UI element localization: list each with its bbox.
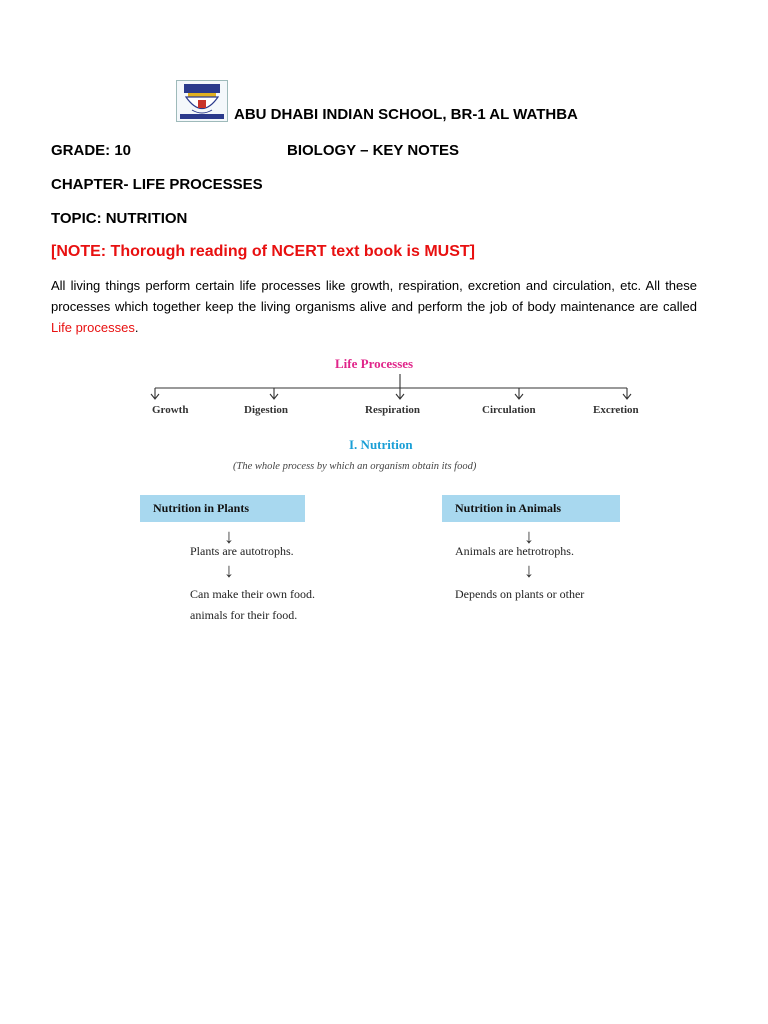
process-circulation: Circulation [482,404,536,416]
process-tree-lines [150,374,640,404]
school-name: ABU DHABI INDIAN SCHOOL, BR-1 AL WATHBA [234,106,578,123]
intro-end: . [134,320,139,335]
grade-label: GRADE: 10 [51,142,132,159]
animals-line-2: Depends on plants or other [455,587,585,601]
life-processes-term: Life processes [51,320,135,335]
down-arrow-icon: ↓ [224,526,234,548]
plants-line-2: Can make their own food. [190,587,315,601]
nutrition-plants-box: Nutrition in Plants [140,495,305,522]
school-logo [176,80,228,122]
topic-label: TOPIC: NUTRITION [51,210,188,227]
process-digestion: Digestion [244,404,288,416]
process-respiration: Respiration [365,404,420,416]
down-arrow-icon: ↓ [524,526,534,548]
diagram-title: Life Processes [335,356,414,371]
nutrition-subtitle: (The whole process by which an organism obtain its food) [233,461,477,472]
plants-line-3: animals for their food. [190,608,298,622]
nutrition-heading: I. Nutrition [349,437,413,452]
process-excretion: Excretion [593,404,639,416]
process-growth: Growth [152,404,189,416]
intro-text: All living things perform certain life processes like growth, respiration, excretion and circulation, etc. All these processes which together keep the living organisms alive and perform the job of body maintenance are called [51,278,697,314]
chapter-label: CHAPTER- LIFE PROCESSES [51,176,263,193]
down-arrow-icon: ↓ [524,560,534,582]
nutrition-animals-box: Nutrition in Animals [442,495,620,522]
subject-label: BIOLOGY – KEY NOTES [287,142,459,159]
plants-line-1: Plants are autotrophs. [190,544,294,558]
ncert-note: [NOTE: Thorough reading of NCERT text book is MUST] [51,243,475,260]
intro-paragraph [51,275,697,338]
down-arrow-icon: ↓ [224,560,234,582]
animals-line-1: Animals are hetrotrophs. [455,544,574,558]
